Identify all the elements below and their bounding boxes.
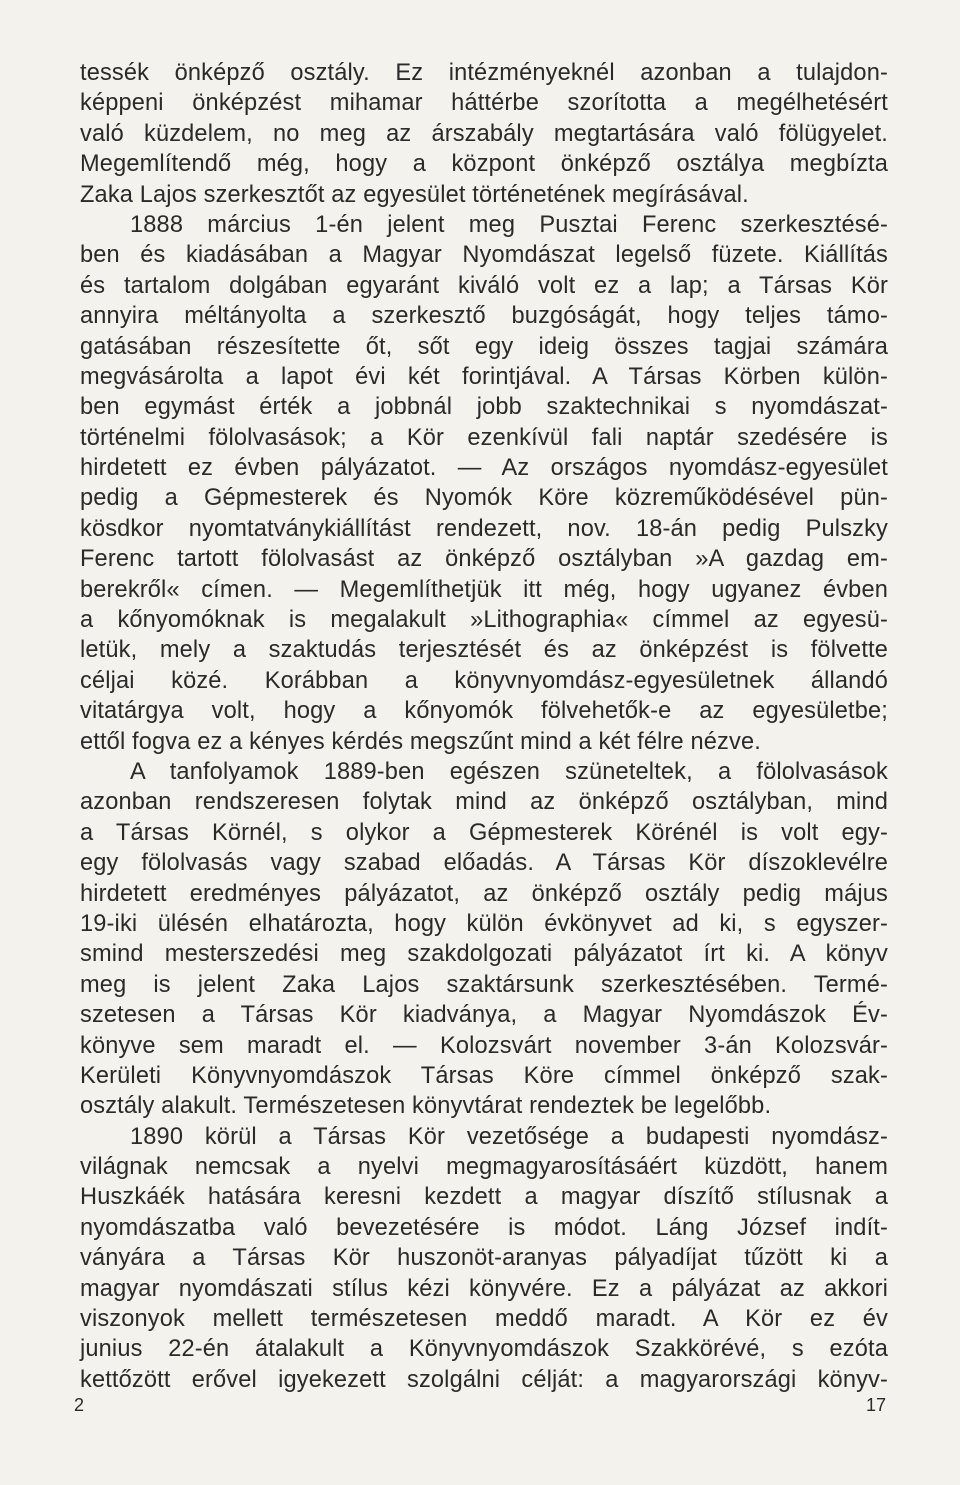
text-line: egy fölolvasás vagy szabad előadás. A Társas Kör díszoklevélre — [80, 850, 888, 877]
text-line: kettőzött erővel igyekezett szolgálni célját: a magyarországi könyv- — [80, 1366, 888, 1393]
text-line: ványára a Társas Kör huszonöt-aranyas pályadíjat tűzött ki a — [80, 1245, 888, 1272]
paragraph-4 — [80, 1122, 888, 1396]
text-line: pedig a Gépmesterek és Nyomók Köre közreműködésével pün- — [80, 485, 888, 512]
text-line: a kőnyomóknak is megalakult »Lithographia« címmel az egyesü- — [80, 607, 888, 634]
text-line: a Társas Körnél, s olykor a Gépmesterek Körénél is volt egy- — [80, 819, 888, 846]
paragraph-3 — [80, 757, 888, 1122]
text-line: letük, mely a szaktudás terjesztését és az önképzést is fölvette — [80, 637, 888, 664]
page-number: 17 — [865, 1395, 886, 1415]
text-line: 1888 március 1-én jelent meg Pusztai Ferenc szerkesztésé- — [130, 211, 888, 238]
text-line: hirdetett eredményes pályázatot, az önképző osztály pedig május — [80, 880, 888, 907]
text-line: világnak nemcsak a nyelvi megmagyarosításáért küzdött, hanem — [80, 1154, 888, 1181]
text-line: Megemlítendő még, hogy a központ önképző osztálya megbízta — [80, 151, 888, 178]
text-line: viszonyok mellett természetesen meddő maradt. A Kör ez év — [80, 1306, 888, 1333]
text-line: ben egymást érték a jobbnál jobb szaktechnikai s nyomdászat- — [80, 394, 888, 421]
signature-mark: 2 — [74, 1395, 85, 1415]
text-line: meg is jelent Zaka Lajos szaktársunk szerkesztésében. Termé- — [80, 971, 888, 998]
text-line: könyve sem maradt el. — Kolozsvárt november 3-án Kolozsvár- — [80, 1032, 888, 1059]
paragraph-2 — [80, 210, 888, 757]
text-line: gatásában részesítette őt, sőt egy ideig összes tagjai számára — [80, 333, 888, 360]
text-line: Kerületi Könyvnyomdászok Társas Köre címmel önképző szak- — [80, 1062, 888, 1089]
text-line: ettől fogva ez a kényes kérdés megszűnt mind a két félre nézve. — [80, 728, 761, 755]
text-line: Zaka Lajos szerkesztőt az egyesület történetének megírásával. — [80, 181, 749, 208]
text-line: magyar nyomdászati stílus kézi könyvére. Ez a pályázat az akkori — [80, 1275, 888, 1302]
paragraph-1 — [80, 58, 888, 210]
text-line: berekről« címen. — Megemlíthetjük itt még, hogy ugyanez évben — [80, 576, 888, 603]
text-line: és tartalom dolgában egyaránt kiváló volt ez a lap; a Társas Kör — [80, 272, 888, 299]
text-line: megvásárolta a lapot évi két forintjával. A Társas Körben külön- — [80, 363, 888, 390]
text-line: történelmi fölolvasások; a Kör ezenkívül fali naptár szedésére is — [80, 424, 888, 451]
text-line: Huszkáék hatására keresni kezdett a magyar díszítő stílusnak a — [80, 1184, 888, 1211]
text-line: ben és kiadásában a Magyar Nyomdászat legelső füzete. Kiállítás — [80, 242, 888, 269]
text-line: 1890 körül a Társas Kör vezetősége a budapesti nyomdász- — [130, 1123, 888, 1150]
text-line: kösdkor nyomtatványkiállítást rendezett, nov. 18-án pedig Pulszky — [80, 515, 888, 542]
text-line: képpeni önképzést mihamar háttérbe szorította a megélhetésért — [80, 90, 888, 117]
text-line: szetesen a Társas Kör kiadványa, a Magyar Nyomdászok Év- — [80, 1002, 888, 1029]
text-line: vitatárgya volt, hogy a kőnyomók fölvehetők-e az egyesületbe; — [80, 698, 888, 725]
text-line: 19-iki ülésén elhatározta, hogy külön évkönyvet ad ki, s egyszer- — [80, 910, 888, 937]
text-line: osztály alakult. Természetesen könyvtárat rendeztek be legelőbb. — [80, 1093, 772, 1120]
text-line: Ferenc tartott fölolvasást az önképző osztályban »A gazdag em- — [80, 546, 888, 573]
text-line: A tanfolyamok 1889-ben egészen szüneteltek, a fölolvasások — [130, 758, 888, 785]
text-line: tessék önképző osztály. Ez intézményeknél azonban a tulajdon- — [80, 60, 888, 86]
text-line: céljai közé. Korábban a könyvnyomdász-egyesületnek állandó — [80, 667, 888, 694]
text-line: való küzdelem, no meg az árszabály megtartására való fölügyelet. — [80, 120, 888, 147]
text-line: annyira méltányolta a szerkesztő buzgóságát, hogy teljes támo- — [80, 303, 888, 330]
text-line: nyomdászatba való bevezetésére is módot. Láng József indít- — [80, 1214, 888, 1241]
text-line: hirdetett ez évben pályázatot. — Az országos nyomdász-egyesület — [80, 455, 888, 482]
page-body — [80, 58, 888, 1395]
text-line: smind mesterszedési meg szakdolgozati pályázatot írt ki. A könyv — [80, 941, 888, 968]
text-line: junius 22-én átalakult a Könyvnyomdászok Szakkörévé, s ezóta — [80, 1336, 888, 1363]
text-line: azonban rendszeresen folytak mind az önképző osztályban, mind — [80, 789, 888, 816]
